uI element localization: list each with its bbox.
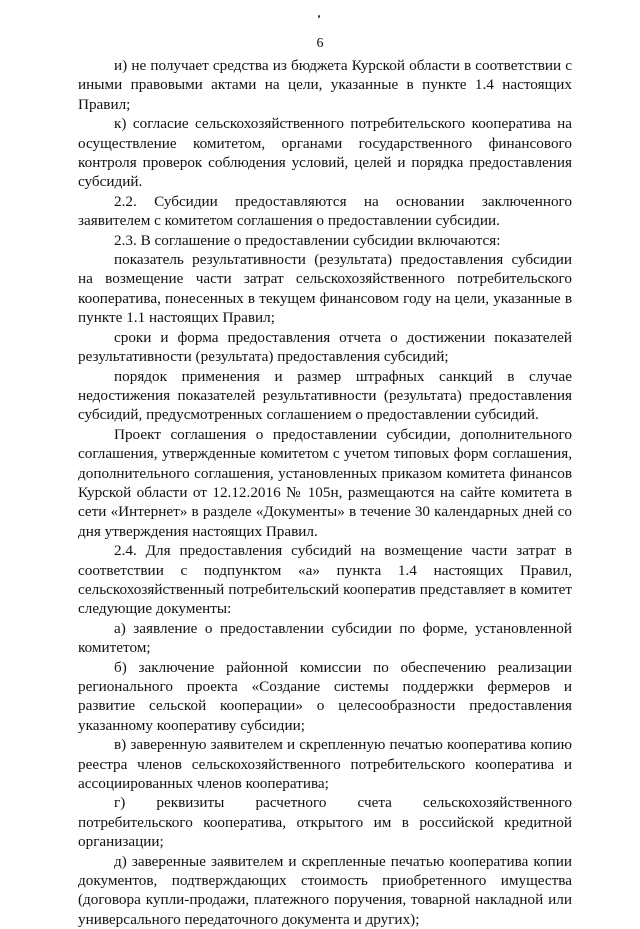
page-number: 6	[316, 36, 324, 51]
paragraph-item-g: г) реквизиты расчетного счета сельскохозяйственного потребительского кооператива, открытого им в российской кредитной организации;	[78, 794, 572, 851]
paragraph-penalties: порядок применения и размер штрафных санкций в случае недостижения показателей результативности (результата) предоставления субсидий, предусмотренных соглашением о предоставлении субсидий.	[78, 367, 572, 424]
document-body	[78, 56, 572, 929]
paragraph-2-4: 2.4. Для предоставления субсидий на возмещение части затрат в соответствии с подпунктом «а» пункта 1.4 настоящих Правил, сельскохозяйственный потребительский кооператив представляет в комитет следующие документы:	[78, 542, 572, 618]
paragraph-item-a: а) заявление о предоставлении субсидии по форме, установленной комитетом;	[78, 619, 572, 657]
paragraph-indicator: показатель результативности (результата) предоставления субсидии на возмещение части затрат сельскохозяйственного потребительского кооператива, понесенных в текущем финансовом году на цели, указанные в пункте 1.1 настоящих Правил;	[78, 251, 572, 327]
paragraph-item-d: д) заверенные заявителем и скрепленные печатью кооператива копии документов, подтверждающих стоимость приобретенного имущества (договора купли-продажи, платежного поручения, товарной накладной или универсального передаточного документа и других);	[78, 852, 572, 928]
paragraph-draft-agreement: Проект соглашения о предоставлении субсидии, дополнительного соглашения, утвержденные комитетом с учетом типовых форм соглашения, дополнительного соглашения, установленных приказом комитета финансов Курской области от 12.12.2016 № 105н, размещаются на сайте комитета в сети «Интернет» в разделе «Документы» в течение 30 календарных дней со дня утверждения настоящих Правил.	[78, 425, 572, 540]
paragraph-item-b: б) заключение районной комиссии по обеспечению реализации регионального проекта «Создание системы поддержки фермеров и развитие сельской кооперации» о целесообразности предоставления указанному кооперативу субсидии;	[78, 658, 572, 734]
paragraph-2-2: 2.2. Субсидии предоставляются на основании заключенного заявителем с комитетом соглашения о предоставлении субсидии.	[78, 192, 572, 230]
scan-mark	[318, 15, 320, 18]
paragraph-item-k: к) согласие сельскохозяйственного потребительского кооператива на осуществление комитетом, органами государственного финансового контроля проверок соблюдения условий, целей и порядка предоставления субсидий.	[78, 115, 572, 191]
paragraph-item-i: и) не получает средства из бюджета Курской области в соответствии с иными правовыми актами на цели, указанные в пункте 1.4 настоящих Правил;	[78, 57, 572, 113]
paragraph-item-v: в) заверенную заявителем и скрепленную печатью кооператива копию реестра членов сельскохозяйственного потребительского кооператива и ассоциированных членов кооператива;	[78, 736, 572, 793]
paragraph-2-3: 2.3. В соглашение о предоставлении субсидии включаются:	[114, 231, 501, 249]
paragraph-report-terms: сроки и форма предоставления отчета о достижении показателей результативности (результата) предоставления субсидий;	[78, 328, 572, 366]
